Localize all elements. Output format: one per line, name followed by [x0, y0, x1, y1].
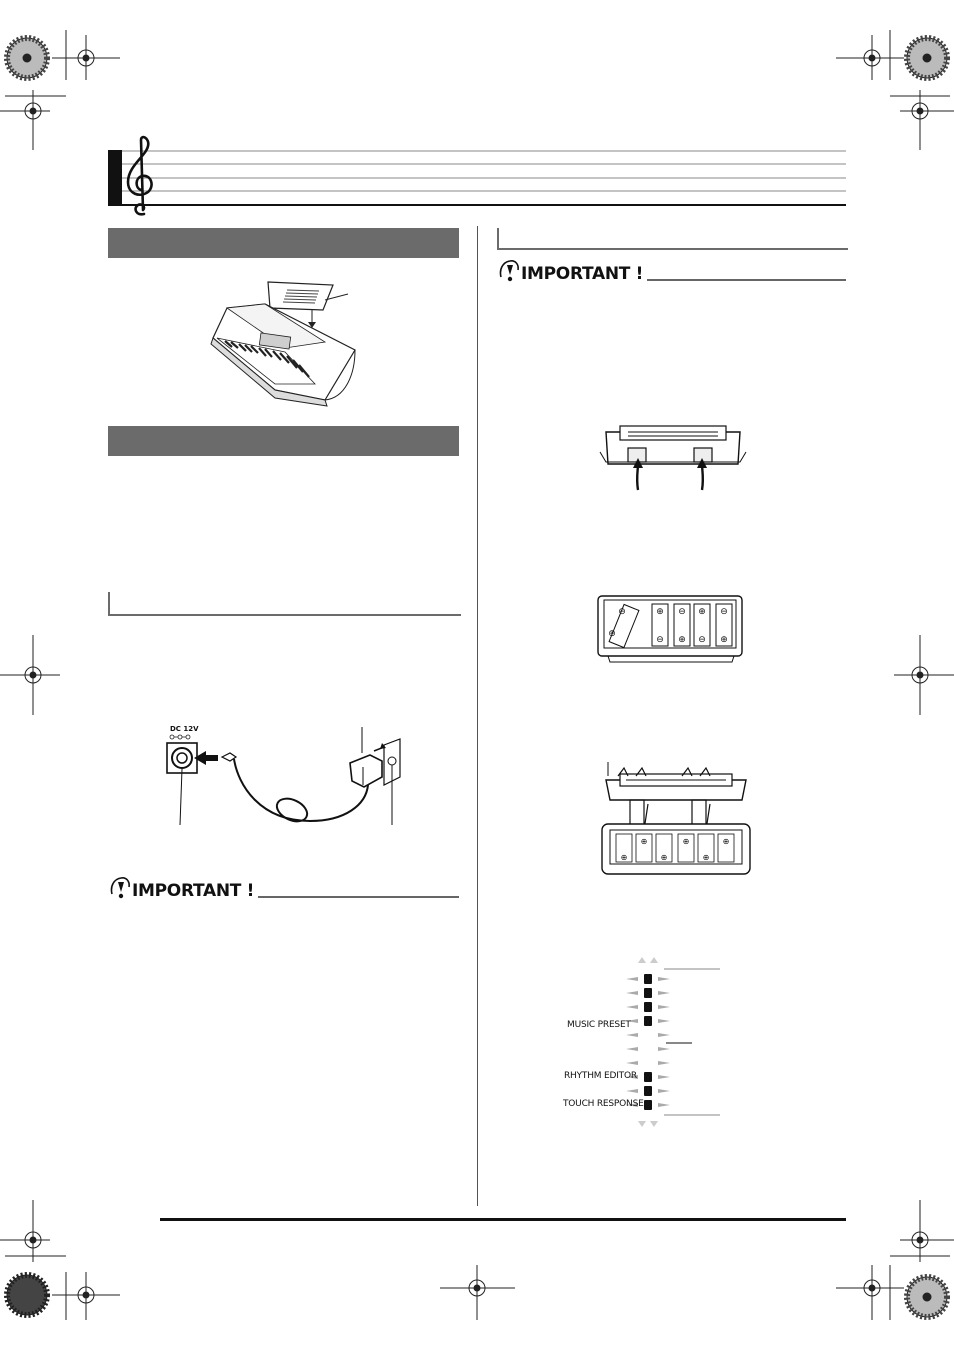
display-label-music-preset: MUSIC PRESET: [567, 1020, 631, 1030]
important-label: IMPORTANT !: [521, 264, 644, 284]
registration-mark-icon: [0, 90, 66, 150]
registration-mark-icon: [836, 30, 904, 80]
registration-mark-icon: [0, 635, 60, 715]
header-staff: [108, 148, 848, 208]
display-label-rhythm-editor: RHYTHM EDITOR: [564, 1071, 637, 1081]
battery-cover-removal-illustration: [598, 422, 748, 492]
important-label: IMPORTANT !: [132, 881, 255, 901]
svg-text:⊕: ⊕: [660, 853, 668, 862]
registration-mark-icon: [440, 1265, 515, 1320]
svg-text:⊕: ⊕: [656, 607, 664, 617]
footer-rule: [160, 1218, 846, 1221]
svg-text:⊖: ⊖: [678, 607, 686, 617]
display-label-touch-response: TOUCH RESPONSE: [563, 1099, 644, 1109]
svg-text:⊕: ⊕: [640, 837, 648, 846]
svg-text:⊖: ⊖: [698, 635, 706, 645]
svg-text:⊖: ⊖: [656, 635, 664, 645]
svg-text:⊕: ⊕: [720, 635, 728, 645]
registration-mark-icon: [894, 635, 954, 715]
ac-adaptor-illustration: [160, 725, 420, 835]
svg-text:⊕: ⊕: [608, 629, 616, 639]
svg-text:⊕: ⊕: [722, 837, 730, 846]
battery-cover-replacement-illustration: [596, 760, 756, 880]
keyboard-music-stand-illustration: [205, 280, 375, 410]
treble-clef-icon: [124, 136, 160, 218]
important-notice-right: [497, 259, 846, 283]
battery-insertion-illustration: [596, 594, 746, 664]
important-underline: [258, 896, 459, 898]
registration-mark-icon: [836, 1265, 904, 1320]
registration-mark-icon: [890, 90, 954, 150]
important-underline: [647, 279, 846, 281]
subheading-batteries: [497, 228, 848, 250]
svg-text:⊖: ⊖: [720, 607, 728, 617]
registration-mark-icon: [52, 1272, 120, 1320]
registration-mark-icon: [890, 1200, 954, 1262]
dc-jack-label: DC 12V: [170, 725, 199, 733]
svg-text:⊕: ⊕: [702, 853, 710, 862]
svg-text:⊕: ⊕: [682, 837, 690, 846]
subheading-ac-adaptor: [108, 592, 461, 616]
color-target-icon: [7, 38, 47, 78]
svg-text:⊕: ⊕: [620, 853, 628, 862]
registration-mark-icon: [0, 1200, 66, 1262]
svg-text:⊕: ⊕: [678, 635, 686, 645]
important-notice-left: [108, 876, 459, 900]
section-bar-music-stand: [108, 228, 459, 258]
column-divider: [477, 226, 478, 1206]
color-target-icon: [7, 1275, 47, 1315]
important-exclamation-icon: [108, 876, 132, 900]
important-exclamation-icon: [497, 259, 521, 283]
svg-text:⊕: ⊕: [698, 607, 706, 617]
registration-mark-icon: [52, 30, 120, 80]
svg-text:⊖: ⊖: [618, 607, 626, 617]
color-target-icon: [907, 1277, 947, 1317]
section-bar-power-supply: [108, 426, 459, 456]
color-target-icon: [907, 38, 947, 78]
